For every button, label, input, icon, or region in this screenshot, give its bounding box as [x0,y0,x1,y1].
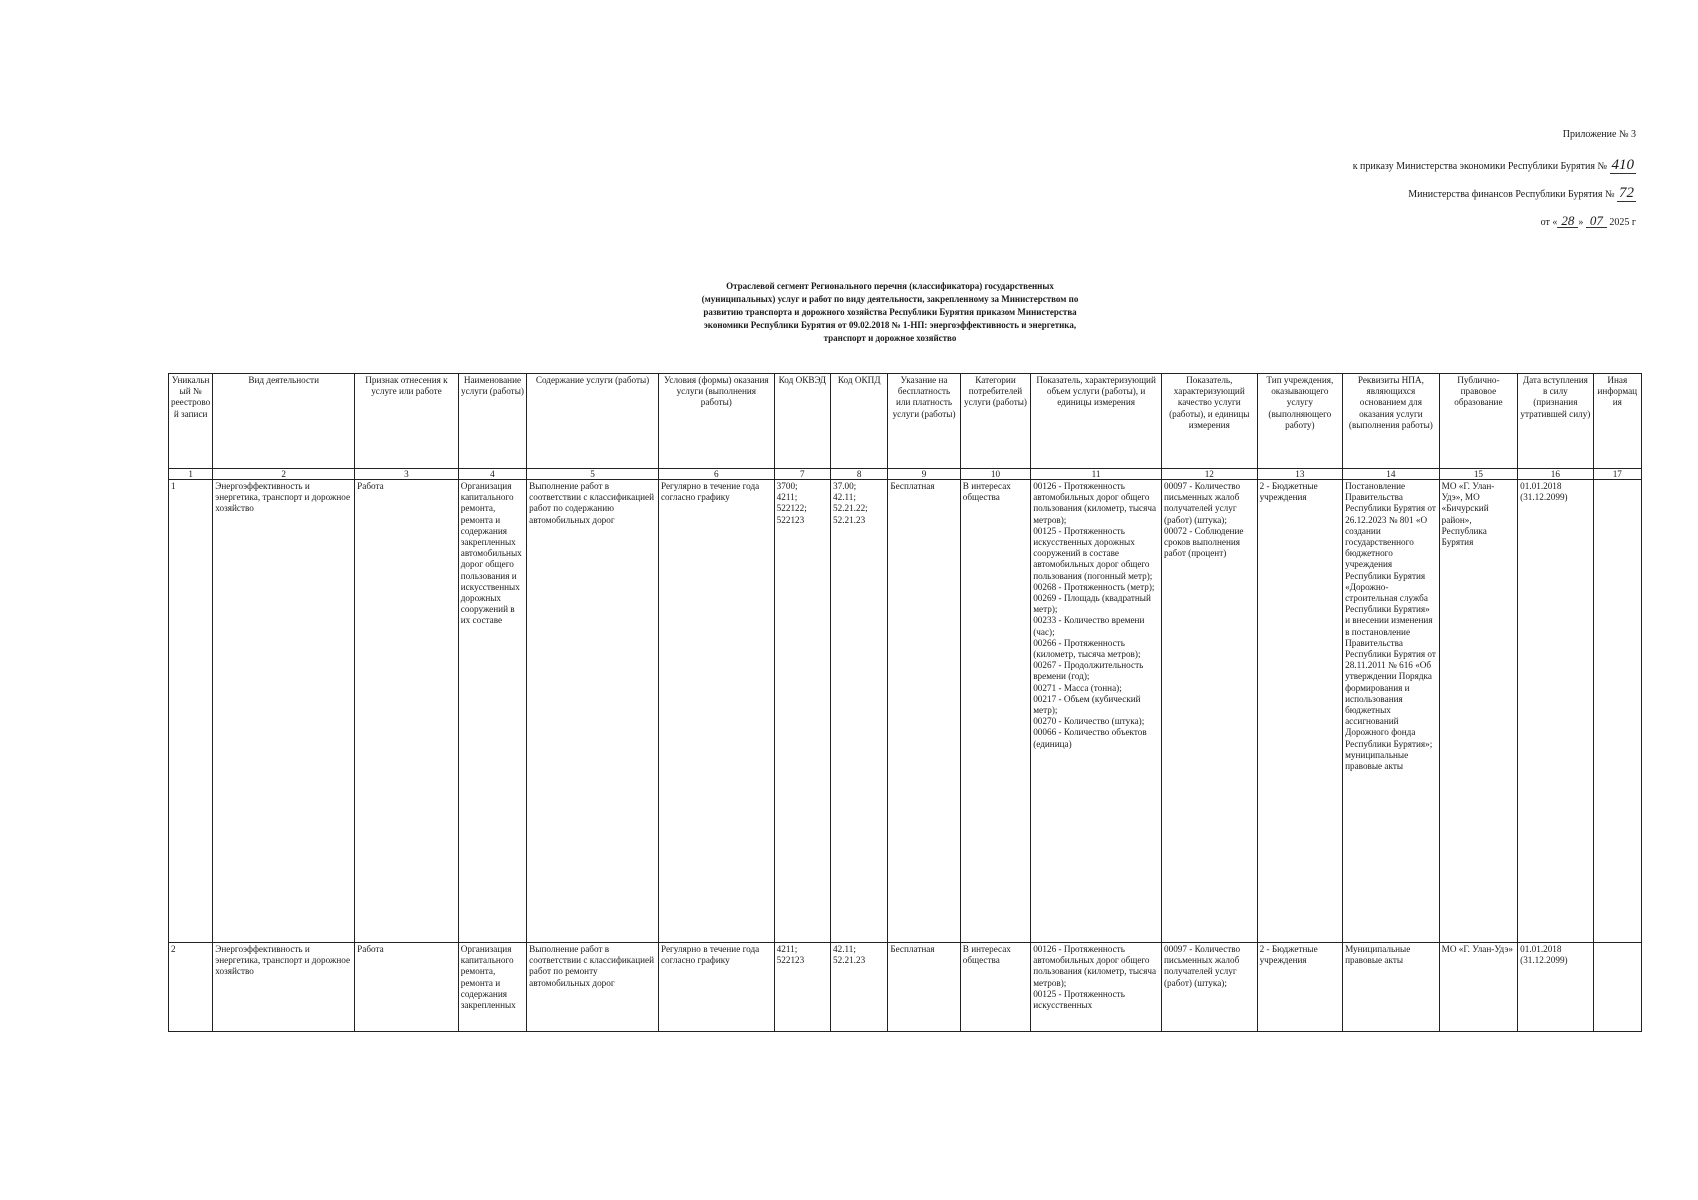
date-quote: » [1578,217,1584,228]
header-cell: Вид деятельности [213,374,355,469]
cell-service-content: Выполнение работ в соответствии с классификацией работ по ремонту автомобильных дорог [527,943,659,1032]
cell-effective-date: 01.01.2018 (31.12.2099) [1518,480,1593,943]
finance-number-handwritten: 72 [1619,185,1634,201]
header-cell: Указание на бесплатность или платность услуги (работы) [888,374,960,469]
cell-record-number: 1 [169,480,213,943]
column-number: 1 [169,469,213,480]
table-row [169,943,1642,1032]
cell-public-entity: МО «Г. Улан-Удэ», МО «Бичурский район», Республика Бурятия [1439,480,1517,943]
cell-service-content: Выполнение работ в соответствии с классификацией работ по содержанию автомобильных дорог [527,480,659,943]
column-number: 4 [458,469,526,480]
cell-public-entity: МО «Г. Улан-Удэ» [1439,943,1517,1032]
column-number: 6 [658,469,774,480]
date-month-handwritten: 07 [1586,214,1607,228]
order-number-handwritten: 410 [1611,157,1634,173]
header-cell: Тип учреждения, оказывающего услугу (выполняющего работу) [1257,374,1343,469]
cell-legal-acts: Муниципальные правовые акты [1343,943,1440,1032]
cell-service-or-work: Работа [355,480,459,943]
cell-other-info [1593,480,1641,943]
date-year: 2025 г [1609,217,1636,228]
registry-table [168,373,1642,1032]
cell-effective-date: 01.01.2018 (31.12.2099) [1518,943,1593,1032]
header-cell: Код ОКПД [831,374,888,469]
date-day-handwritten: 28 [1557,214,1578,228]
cell-conditions: Регулярно в течение года согласно графику [658,943,774,1032]
document-title: Отраслевой сегмент Регионального перечня (классификатора) государственных (муниципальных) услуг и работ по виду деятельности, закрепленному за Министерством по развитию транспорта и дорожного хозяйства Республики Бурятия приказом Министерства экономики Республики Бурятия от 09.02.2018 № 1-НП: энергоэффективность и энергетика, транспорт и дорожное хозяйство [701,281,1079,343]
column-number: 12 [1162,469,1258,480]
column-number: 11 [1031,469,1162,480]
appendix-order-text: к приказу Министерства экономики Республики Бурятия № [1352,161,1607,172]
header-cell: Условия (формы) оказания услуги (выполнения работы) [658,374,774,469]
cell-record-number: 2 [169,943,213,1032]
cell-okved: 3700; 4211; 522122; 522123 [774,480,830,943]
cell-quality-indicator: 00097 - Количество письменных жалоб получателей услуг (работ) (штука); 00072 - Соблюдение сроков выполнения работ (процент) [1162,480,1258,943]
cell-consumers: В интересах общества [960,480,1030,943]
cell-activity-type: Энергоэффективность и энергетика, транспорт и дорожное хозяйство [213,480,355,943]
header-cell: Дата вступления в силу (признания утратившей силу) [1518,374,1593,469]
cell-payment: Бесплатная [888,480,960,943]
cell-volume-indicator: 00126 - Протяженность автомобильных дорог общего пользования (километр, тысяча метров); 00125 - Протяженность искусственных дорожных сооружений в составе автомобильных дорог общего пользования (погонный метр); 00268 - Протяженность (метр); 00269 - Площадь (квадратный метр); 00233 - Количество времени (час); 00266 - Протяженность (километр, тысяча метров); 00267 - Продолжительность времени (год); 00271 - Масса (тонна); 00217 - Объем (кубический метр); 00270 - Количество (штука); 00066 - Количество объектов (единица) [1031,480,1162,943]
cell-okpd: 37.00; 42.11; 52.21.22; 52.21.23 [831,480,888,943]
header-cell: Реквизиты НПА, являющихся основанием для оказания услуги (выполнения работы) [1343,374,1440,469]
column-number-row [169,469,1642,480]
cell-activity-type: Энергоэффективность и энергетика, транспорт и дорожное хозяйство [213,943,355,1032]
cell-quality-indicator: 00097 - Количество письменных жалоб получателей услуг (работ) (штука); [1162,943,1258,1032]
date-prefix: от « [1540,217,1558,228]
header-cell: Наименование услуги (работы) [458,374,526,469]
column-number: 3 [355,469,459,480]
appendix-line-2 [1353,158,1636,186]
cell-okpd: 42.11; 52.21.23 [831,943,888,1032]
cell-conditions: Регулярно в течение года согласно графику [658,480,774,943]
table-header-row [169,374,1642,469]
header-cell: Публично-правовое образование [1439,374,1517,469]
header-cell: Признак отнесения к услуге или работе [355,374,459,469]
cell-legal-acts: Постановление Правительства Республики Бурятия от 26.12.2023 № 801 «О создании государственного бюджетного учреждения Республики Бурятия «Дорожно-строительная служба Республики Бурятия» и внесении изменения в постановление Правительства Республики Бурятия от 28.11.2011 № 616 «Об утверждении Порядка формирования и использования бюджетных ассигнований Дорожного фонда Республики Бурятия»; муниципальные правовые акты [1343,480,1440,943]
header-cell: Показатель, характеризующий объем услуги (работы), и единицы измерения [1031,374,1162,469]
column-number: 13 [1257,469,1343,480]
column-number: 15 [1439,469,1517,480]
header-cell: Содержание услуги (работы) [527,374,659,469]
column-number: 8 [831,469,888,480]
cell-institution-type: 2 - Бюджетные учреждения [1257,943,1343,1032]
appendix-line-1: Приложение № 3 [1562,129,1636,140]
column-number: 17 [1593,469,1641,480]
cell-volume-indicator: 00126 - Протяженность автомобильных дорог общего пользования (километр, тысяча метров); 00125 - Протяженность искусственных [1031,943,1162,1032]
header-cell: Уникальный № реестровой записи [169,374,213,469]
table-row [169,480,1642,943]
header-cell: Иная информация [1593,374,1641,469]
column-number: 9 [888,469,960,480]
cell-payment: Бесплатная [888,943,960,1032]
appendix-header [1353,130,1636,242]
column-number: 5 [527,469,659,480]
header-cell: Код ОКВЭД [774,374,830,469]
column-number: 7 [774,469,830,480]
header-cell: Категории потребителей услуги (работы) [960,374,1030,469]
cell-okved: 4211; 522123 [774,943,830,1032]
column-number: 10 [960,469,1030,480]
cell-service-name: Организация капитального ремонта, ремонта и содержания закрепленных автомобильных дорог общего пользования и искусственных дорожных сооружений в их составе [458,480,526,943]
appendix-line-3 [1353,186,1636,214]
cell-institution-type: 2 - Бюджетные учреждения [1257,480,1343,943]
cell-other-info [1593,943,1641,1032]
appendix-line-4 [1353,214,1636,242]
column-number: 16 [1518,469,1593,480]
cell-service-name: Организация капитального ремонта, ремонта и содержания закрепленных [458,943,526,1032]
column-number: 2 [213,469,355,480]
cell-service-or-work: Работа [355,943,459,1032]
header-cell: Показатель, характеризующий качество услуги (работы), и единицы измерения [1162,374,1258,469]
appendix-finance-text: Министерства финансов Республики Бурятия № [1408,189,1615,200]
cell-consumers: В интересах общества [960,943,1030,1032]
column-number: 14 [1343,469,1440,480]
